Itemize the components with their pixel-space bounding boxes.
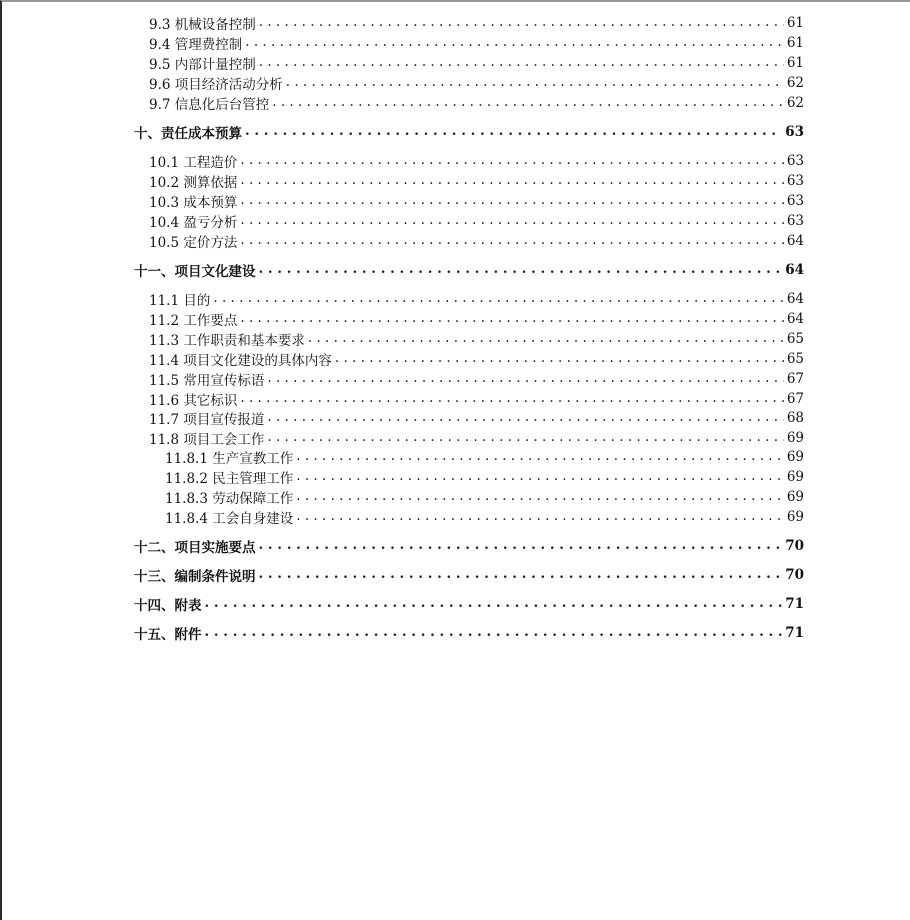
toc-entry[interactable] [149, 370, 804, 388]
toc-entry-title: 11.7 项目宣传报道 [149, 412, 265, 428]
toc-leader-dots [272, 94, 784, 112]
toc-entry-title: 11.5 常用宣传标语 [149, 373, 265, 389]
toc-entry[interactable] [149, 390, 804, 408]
toc-entry[interactable] [149, 429, 804, 447]
toc-subentry[interactable] [165, 448, 804, 466]
toc-entry-page: 65 [786, 331, 804, 347]
toc-entry-title: 11.6 其它标识 [149, 393, 238, 409]
toc-entry-page: 63 [786, 193, 804, 209]
toc-leader-dots [205, 595, 783, 613]
toc-leader-dots [240, 212, 783, 230]
toc-chapter[interactable] [134, 123, 804, 141]
toc-entry[interactable] [149, 172, 804, 190]
toc-subentry-title: 11.8.2 民主管理工作 [165, 471, 294, 487]
toc-leader-dots [267, 409, 783, 427]
toc-entry-page: 62 [786, 75, 804, 91]
toc-entry[interactable] [149, 152, 804, 170]
toc-entry[interactable] [149, 330, 804, 348]
toc-entry-title: 10.5 定价方法 [149, 235, 238, 251]
toc-subentry-title: 11.8.1 生产宣教工作 [165, 451, 294, 467]
toc-chapter-title: 十一、项目文化建设 [134, 264, 256, 280]
toc-chapter-title: 十三、编制条件说明 [134, 569, 256, 585]
toc-subentry-page: 69 [786, 509, 804, 525]
toc-chapter-title: 十二、项目实施要点 [134, 540, 256, 556]
toc-leader-dots [259, 537, 783, 555]
toc-entry-page: 61 [786, 55, 804, 71]
toc-leader-dots [245, 34, 784, 52]
toc-entry[interactable] [149, 74, 804, 92]
toc-entry-page: 61 [786, 15, 804, 31]
toc-leader-dots [296, 468, 784, 486]
toc-chapter[interactable] [134, 537, 804, 555]
toc-entry[interactable] [149, 34, 804, 52]
toc-subentry[interactable] [165, 468, 804, 486]
toc-leader-dots [335, 350, 784, 368]
toc-leader-dots [240, 310, 783, 328]
toc-entry-title: 10.4 盈亏分析 [149, 215, 238, 231]
toc-leader-dots [259, 566, 783, 584]
toc-entry[interactable] [149, 94, 804, 112]
toc-subentry-page: 69 [786, 449, 804, 465]
toc-leader-dots [245, 123, 782, 141]
toc-entry-title: 11.8 项目工会工作 [149, 432, 265, 448]
toc-leader-dots [286, 74, 784, 92]
toc-leader-dots [308, 330, 784, 348]
toc-entry-title: 10.1 工程造价 [149, 155, 238, 171]
toc-entry-title: 9.3 机械设备控制 [149, 17, 256, 33]
toc-leader-dots [259, 54, 784, 72]
toc-leader-dots [213, 290, 783, 308]
toc-leader-dots [240, 172, 783, 190]
toc-leader-dots [205, 624, 783, 642]
toc-leader-dots [296, 508, 784, 526]
toc-entry-page: 68 [786, 410, 804, 426]
toc-entry-page: 64 [786, 291, 804, 307]
toc-chapter-page: 71 [785, 625, 804, 641]
toc-chapter-title: 十、责任成本预算 [134, 126, 242, 142]
toc-entry-page: 67 [786, 391, 804, 407]
toc-leader-dots [296, 448, 784, 466]
toc-entry[interactable] [149, 212, 804, 230]
toc-entry-title: 11.4 项目文化建设的具体内容 [149, 353, 332, 369]
toc-entry-page: 61 [786, 35, 804, 51]
toc-entry-page: 63 [786, 173, 804, 189]
toc-chapter-title: 十五、附件 [134, 627, 202, 643]
toc-entry-page: 64 [786, 311, 804, 327]
toc-entry-page: 64 [786, 233, 804, 249]
toc-subentry[interactable] [165, 488, 804, 506]
toc-entry[interactable] [149, 14, 804, 32]
toc-subentry-page: 69 [786, 489, 804, 505]
toc-chapter-page: 70 [785, 567, 804, 583]
toc-leader-dots [240, 192, 783, 210]
toc-leader-dots [267, 429, 783, 447]
toc-entry[interactable] [149, 409, 804, 427]
toc-subentry-title: 11.8.3 劳动保障工作 [165, 491, 294, 507]
toc-leader-dots [259, 261, 783, 279]
toc-subentry[interactable] [165, 508, 804, 526]
toc-entry-page: 62 [786, 95, 804, 111]
toc-entry-title: 11.2 工作要点 [149, 313, 238, 329]
toc-chapter-page: 64 [785, 262, 804, 278]
toc-entry-page: 67 [786, 371, 804, 387]
toc-entry[interactable] [149, 350, 804, 368]
toc-entry-title: 9.6 项目经济活动分析 [149, 77, 283, 93]
toc-leader-dots [259, 14, 784, 32]
toc-entry-page: 69 [786, 430, 804, 446]
toc-entry-page: 65 [786, 351, 804, 367]
toc-chapter[interactable] [134, 261, 804, 279]
toc-entry[interactable] [149, 54, 804, 72]
toc-entry-title: 9.5 内部计量控制 [149, 57, 256, 73]
toc-entry[interactable] [149, 232, 804, 250]
toc-chapter-page: 71 [785, 596, 804, 612]
toc-entry-title: 11.3 工作职责和基本要求 [149, 333, 305, 349]
toc-entry-title: 9.7 信息化后台管控 [149, 97, 270, 113]
toc-leader-dots [240, 152, 783, 170]
toc-chapter[interactable] [134, 566, 804, 584]
toc-entry-title: 9.4 管理费控制 [149, 37, 243, 53]
toc-chapter-title: 十四、附表 [134, 598, 202, 614]
toc-chapter[interactable] [134, 595, 804, 613]
toc-leader-dots [240, 232, 783, 250]
toc-subentry-title: 11.8.4 工会自身建设 [165, 511, 294, 527]
toc-chapter[interactable] [134, 624, 804, 642]
toc-chapter-page: 63 [785, 124, 804, 140]
toc-entry-page: 63 [786, 213, 804, 229]
toc-entry[interactable] [149, 310, 804, 328]
toc-leader-dots [267, 370, 783, 388]
toc-chapter-page: 70 [785, 538, 804, 554]
toc-entry-title: 10.3 成本预算 [149, 195, 238, 211]
toc-entry-title: 11.1 目的 [149, 293, 211, 309]
toc-entry-title: 10.2 测算依据 [149, 175, 238, 191]
toc-entry[interactable] [149, 192, 804, 210]
toc-leader-dots [296, 488, 784, 506]
toc-entry[interactable] [149, 290, 804, 308]
toc-leader-dots [240, 390, 783, 408]
toc-entry-page: 63 [786, 153, 804, 169]
toc-subentry-page: 69 [786, 469, 804, 485]
